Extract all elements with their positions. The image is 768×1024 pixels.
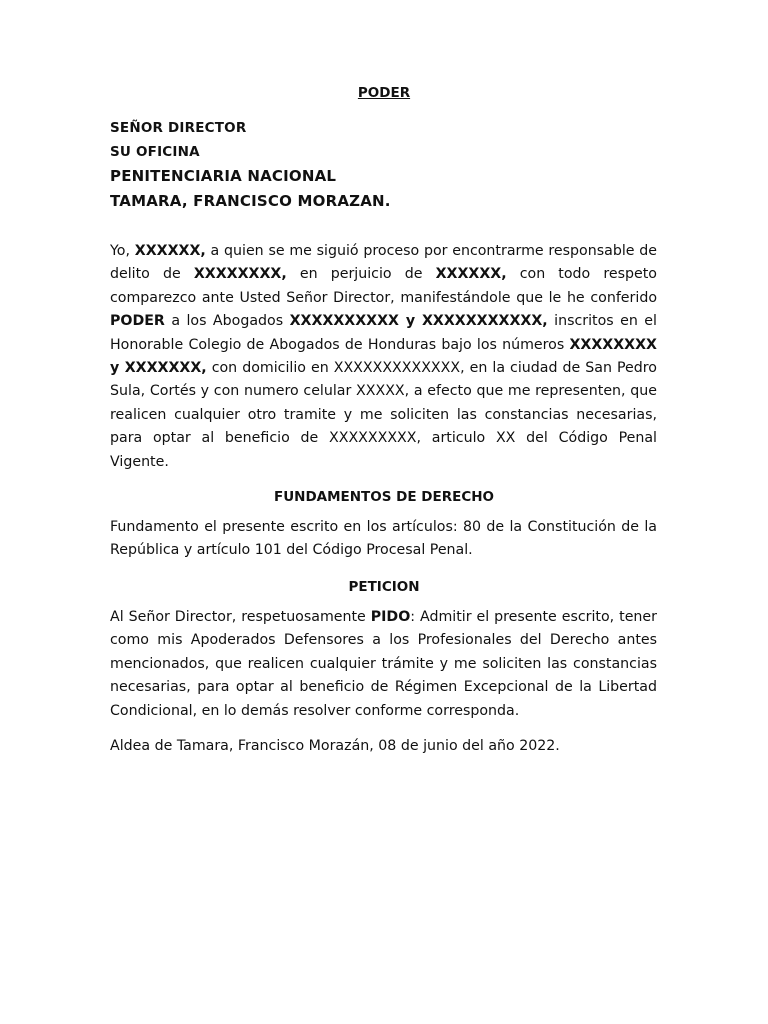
intro-text-3: en perjuicio de: [286, 266, 436, 283]
intro-text-1: Yo,: [110, 243, 135, 259]
peticion-text-2: : Admitir el presente escrito, tener como mis Apoderados Defensores a los Profesionales del Derecho antes mencionados, que realicen cualquier trámite y me soliciten las constancias necesarias, para optar al beneficio de Régimen Excepcional de la Libertad Condicional, en lo demás resolver conforme corresponda.: [110, 609, 657, 719]
intro-text-6: inscritos en el Honorable Colegio de Abogados de Honduras bajo los números: [110, 313, 657, 353]
address-line-institution: PENITENCIARIA NACIONAL: [110, 167, 337, 185]
fundamentos-paragraph: Fundamento el presente escrito en los artículos: 80 de la Constitución de la República y artículo 101 del Código Procesal Penal.: [110, 519, 657, 559]
intro-text-5: a los Abogados: [164, 313, 290, 330]
intro-text-4: con todo respeto comparezco ante Usted Señor Director, manifestándole que le he conferido: [110, 266, 657, 306]
peticion-paragraph: [110, 606, 657, 723]
intro-bold-lawyers: XXXXXXXXXX y XXXXXXXXXXX,: [289, 313, 548, 330]
intro-text-2: a quien se me siguió proceso por encontrarme responsable de delito de: [110, 243, 657, 283]
fundamentos-heading: FUNDAMENTOS DE DERECHO: [273, 489, 495, 505]
closing-date-line: Aldea de Tamara, Francisco Morazán, 08 de junio del año 2022.: [110, 738, 560, 754]
document-title: PODER: [357, 85, 411, 101]
peticion-bold-pido: PIDO: [370, 609, 411, 625]
address-line-location: TAMARA, FRANCISCO MORAZAN.: [110, 192, 391, 210]
intro-bold-poder: PODER: [110, 313, 165, 330]
intro-bold-crime: XXXXXXXX,: [193, 266, 287, 283]
peticion-text-1: Al Señor Director, respetuosamente: [110, 609, 371, 625]
intro-text-7: con domicilio en XXXXXXXXXXXXX, en la ciudad de San Pedro Sula, Cortés y con numero celular XXXXX, a efecto que me representen, que realicen cualquier otro tramite y me soliciten las constancias necesarias, para optar al beneficio de XXXXXXXXX, articulo XX del Código Penal Vigente.: [110, 360, 657, 470]
address-line-office: SU OFICINA: [110, 144, 200, 160]
intro-bold-victim: XXXXXX,: [435, 266, 507, 283]
address-line-recipient: SEÑOR DIRECTOR: [110, 120, 247, 136]
intro-bold-numbers: XXXXXXXX y XXXXXXX,: [110, 336, 657, 377]
peticion-heading: PETICION: [348, 579, 420, 595]
intro-paragraph: [110, 240, 657, 474]
intro-bold-name: XXXXXX,: [134, 243, 206, 259]
